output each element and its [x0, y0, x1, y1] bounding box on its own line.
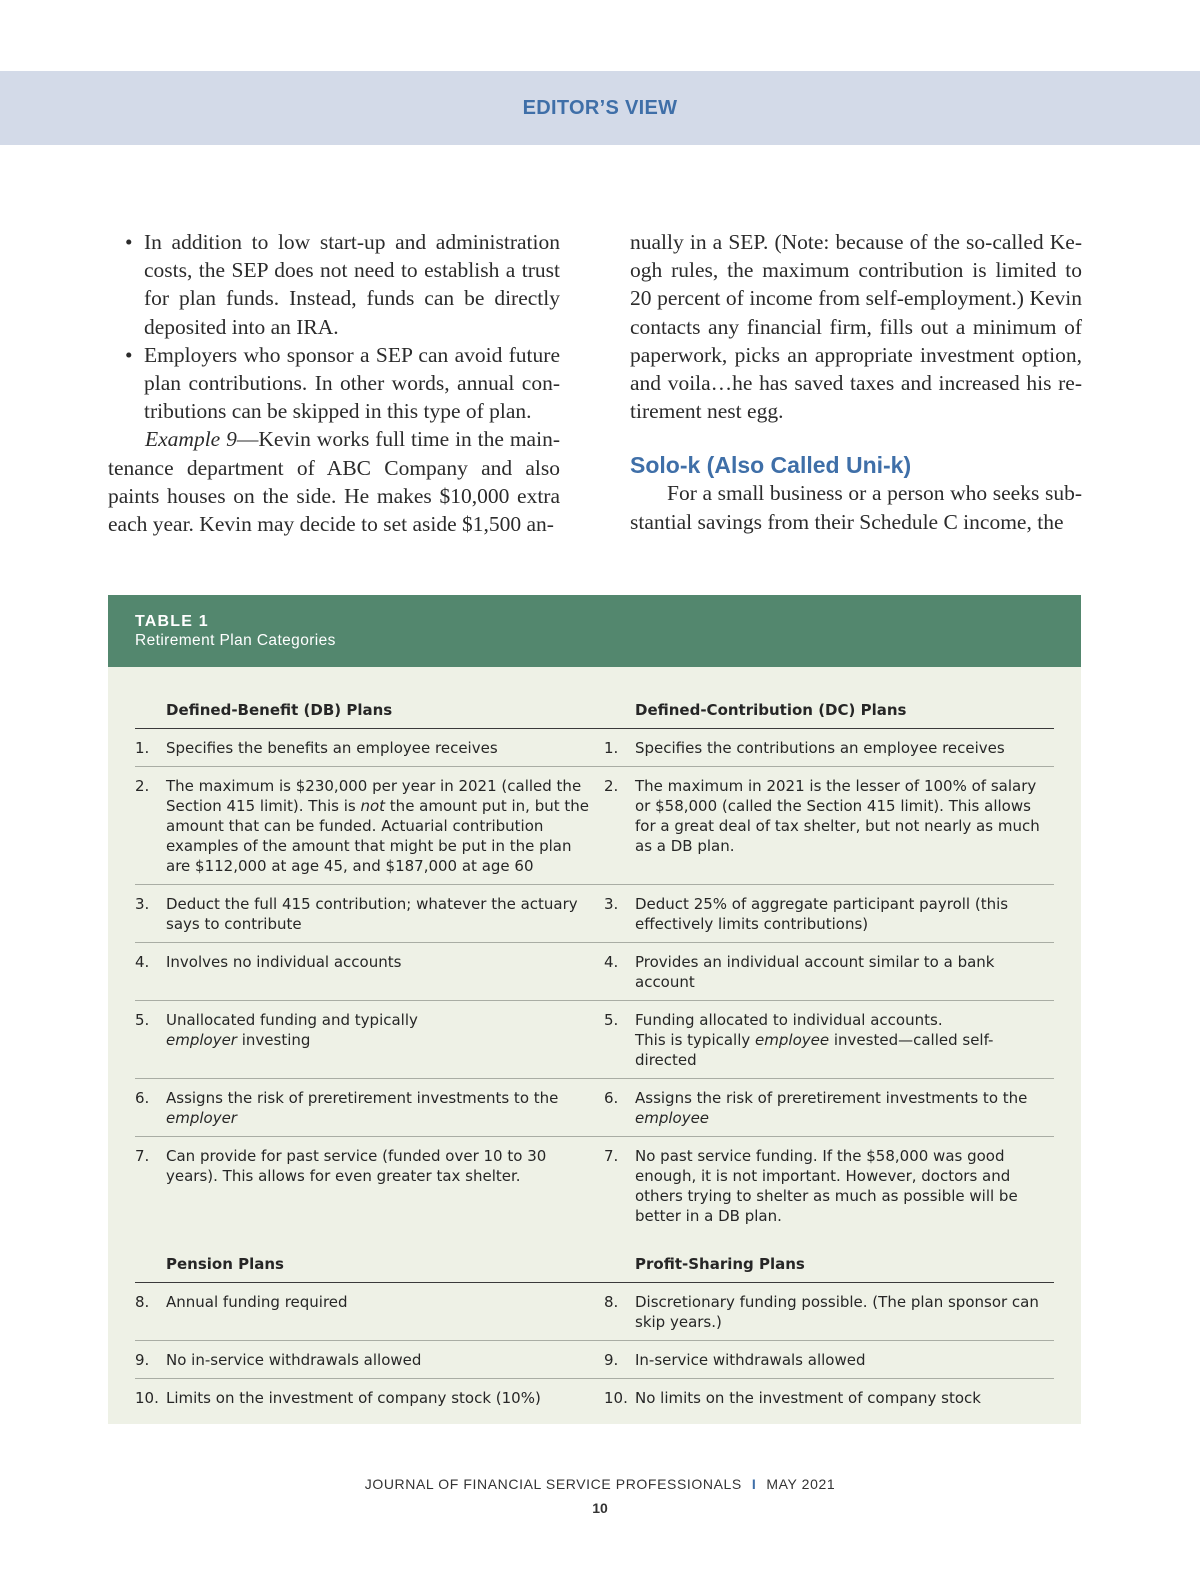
bullet-list [108, 228, 560, 425]
section-heading: Solo-k (Also Called Uni-k) [630, 452, 912, 479]
right-column [630, 228, 1082, 536]
page-number: 10 [592, 1500, 608, 1516]
example-paragraph [108, 425, 560, 538]
table-row: 8. Annual funding required 8. Discretionary funding possible. (The plan sponsor can skip years.) [135, 1283, 1054, 1341]
example-label: Example 9 [145, 427, 237, 452]
bullet-item: • In addition to low start-up and administration costs, the SEP does not need to establish a trust for plan funds. Instead, funds can be directly deposited into an IRA. [125, 230, 560, 339]
footer-separator: I [751, 1476, 757, 1492]
table-row: 10. Limits on the investment of company stock (10%) 10. No limits on the investment of company stock [135, 1389, 981, 1407]
page-footer [0, 1474, 1200, 1517]
bullet-icon: • [125, 342, 133, 367]
table-row: 2. The maximum is $230,000 per year in 2021 (called the Section 415 limit). This is not the amount put in, but the amount that can be funded. Actuarial contribution examples of the amount that might be put in the plan are $112,000 at age 45, and $187,000 at age 60 2. The maximum in 2021 is the lesser of 100% of salary or $58,000 (called the Section 415 limit). This allows for a great deal of tax shelter, but not nearly as much as a DB plan. [135, 767, 1054, 885]
table-row: 6. Assigns the risk of preretirement investments to the employer 6. Assigns the risk of preretirement investments to the employee [135, 1079, 1054, 1137]
table-body [135, 695, 1054, 1416]
table-row: 7. Can provide for past service (funded over 10 to 30 years). This allows for even greater tax shelter. 7. No past service funding. If the $58,000 was good enough, it is not important. However, doctors and others trying to shelter as much as possible will be better in a DB plan. [135, 1147, 1018, 1225]
table-row: 4. Involves no individual accounts 4. Provides an individual account similar to a bank account [135, 943, 1054, 1001]
table-label: TABLE 1 [135, 613, 209, 630]
dc-plans-header: Defined-Contribution (DC) Plans [635, 701, 907, 719]
profit-sharing-header: Profit-Sharing Plans [635, 1255, 805, 1273]
column-headers [135, 695, 1054, 729]
table-row: 5. Unallocated funding and typically employer investing 5. Funding allocated to individual accounts. This is typically employee invested—called self-directed [135, 1001, 1054, 1079]
table-row: 9. No in-service withdrawals allowed 9. In-service withdrawals allowed [135, 1341, 1054, 1379]
section-paragraph: For a small business or a person who seeks substantial savings from their Schedule C income, the [630, 481, 1082, 534]
left-column [108, 228, 560, 538]
example-text: —Kevin works full time in the maintenance department of ABC Company and also paints houses on the side. He makes $10,000 extra each year. Kevin may decide to set aside $1,500 an- [108, 427, 560, 537]
table-title: Retirement Plan Categories [135, 632, 336, 649]
column-subheaders [135, 1234, 1054, 1283]
journal-name: JOURNAL OF FINANCIAL SERVICE PROFESSIONALS [364, 1476, 742, 1492]
bullet-item: • Employers who sponsor a SEP can avoid future plan contributions. In other words, annual contributions can be skipped in this type of plan. [125, 342, 560, 424]
table-row: 1. Specifies the benefits an employee receives 1. Specifies the contributions an employee receives [135, 729, 1054, 767]
body-paragraph: nually in a SEP. (Note: because of the so-called Keogh rules, the maximum contribution is limited to 20 percent of income from self-employment.) Kevin contacts any financial firm, fills out a minimum of paperwork, picks an appropriate investment option, and voila…he has saved taxes and increased his retirement nest egg. [630, 230, 1082, 424]
bullet-icon: • [125, 230, 133, 254]
editors-view-band [0, 71, 1200, 145]
pension-plans-header: Pension Plans [166, 1255, 284, 1273]
table-1 [108, 595, 1081, 1424]
band-title: EDITOR’S VIEW [522, 96, 678, 119]
issue-date: MAY 2021 [766, 1476, 836, 1492]
db-plans-header: Defined-Benefit (DB) Plans [166, 701, 393, 719]
table-header-bar [108, 595, 1081, 667]
table-row: 3. Deduct the full 415 contribution; whatever the actuary says to contribute 3. Deduct 25% of aggregate participant payroll (this effectively limits contributions) [135, 885, 1054, 943]
